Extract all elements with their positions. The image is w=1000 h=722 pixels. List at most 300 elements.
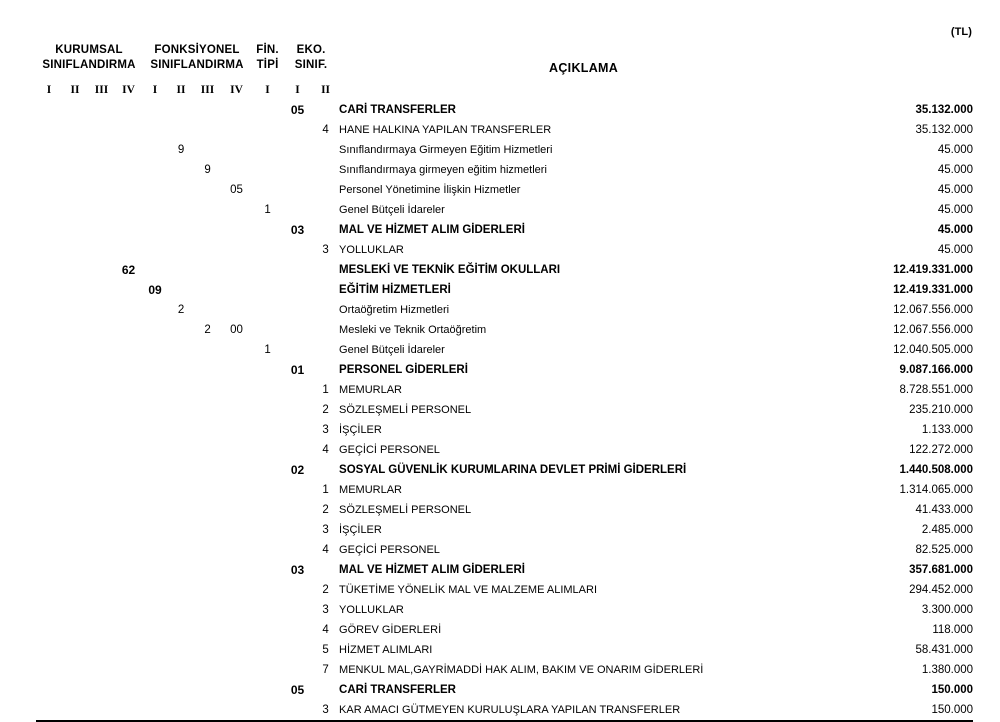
- cell-fonksiyonel-4: [221, 100, 252, 120]
- cell-eko-sinif-1: [283, 340, 312, 360]
- table-row: [36, 640, 973, 660]
- header-fonksiyonel-col-1: I: [152, 84, 158, 96]
- cell-kurumsal-3: [88, 140, 115, 160]
- cell-description: EĞİTİM HİZMETLERİ: [339, 284, 451, 296]
- cell-kurumsal-3: [88, 300, 115, 320]
- table-row: [36, 140, 973, 160]
- cell-fonksiyonel-2: [168, 380, 194, 400]
- cell-fonksiyonel-4: [221, 380, 252, 400]
- header-fonksiyonel-col-4: IV: [230, 84, 243, 96]
- cell-eko-sinif-2: [312, 140, 339, 160]
- cell-kurumsal-2: [62, 420, 88, 440]
- cell-description: GÖREV GİDERLERİ: [339, 624, 442, 636]
- table-row: [36, 660, 973, 680]
- cell-amount: 294.452.000: [909, 584, 974, 596]
- cell-amount: 357.681.000: [909, 564, 974, 576]
- cell-fonksiyonel-2: [168, 100, 194, 120]
- cell-fin-tipi: [252, 560, 283, 580]
- budget-table-container: [36, 36, 973, 722]
- cell-kurumsal-4: [115, 180, 142, 200]
- cell-fonksiyonel-4: [221, 220, 252, 240]
- cell-description: MAL VE HİZMET ALIM GİDERLERİ: [339, 564, 525, 576]
- cell-amount: 45.000: [937, 184, 974, 196]
- cell-kurumsal-1: [36, 580, 62, 600]
- cell-fin-tipi: [252, 660, 283, 680]
- cell-kurumsal-2: [62, 120, 88, 140]
- cell-eko-sinif-2: [312, 460, 339, 480]
- cell-eko-sinif-2: [312, 360, 339, 380]
- cell-fonksiyonel-1: [142, 140, 168, 160]
- cell-kurumsal-1: [36, 540, 62, 560]
- cell-fonksiyonel-3: [194, 700, 221, 722]
- cell-amount: 35.132.000: [915, 124, 974, 136]
- cell-kurumsal-4: [115, 140, 142, 160]
- cell-fonksiyonel-1: [142, 380, 168, 400]
- cell-amount: 150.000: [931, 684, 974, 696]
- cell-fonksiyonel-2: [168, 400, 194, 420]
- cell-kurumsal-1: [36, 180, 62, 200]
- cell-description: MEMURLAR: [339, 484, 402, 496]
- cell-eko-sinif-2: [312, 680, 339, 700]
- cell-amount: 150.000: [828, 700, 973, 722]
- cell-eko-sinif-2: [312, 280, 339, 300]
- header-fonksiyonel-col-2: II: [176, 84, 186, 96]
- header-aciklama: AÇIKLAMA: [549, 60, 619, 75]
- cell-description: İŞÇİLER: [339, 524, 382, 536]
- cell-eko-sinif-1: [283, 180, 312, 200]
- cell-fonksiyonel-1: [142, 640, 168, 660]
- cell-fin-tipi: [252, 280, 283, 300]
- cell-kurumsal-4: [115, 460, 142, 480]
- cell-kurumsal-3: [88, 640, 115, 660]
- cell-kurumsal-4: [115, 100, 142, 120]
- cell-fin-tipi: [252, 140, 283, 160]
- cell-fonksiyonel-3: [194, 660, 221, 680]
- cell-fonksiyonel-4: [221, 340, 252, 360]
- cell-fonksiyonel-3: [194, 440, 221, 460]
- header-kurumsal-col-4: IV: [122, 84, 135, 96]
- cell-fonksiyonel-1: [142, 700, 168, 722]
- cell-kurumsal-4: [115, 640, 142, 660]
- cell-amount: 235.210.000: [909, 404, 974, 416]
- cell-kurumsal-2: [62, 380, 88, 400]
- cell-kurumsal-1: [36, 300, 62, 320]
- cell-kurumsal-4: [115, 520, 142, 540]
- cell-eko-sinif-2: [312, 180, 339, 200]
- cell-eko-sinif-2: 1: [322, 484, 329, 496]
- cell-fonksiyonel-1: [142, 260, 168, 280]
- cell-fonksiyonel-2: [168, 500, 194, 520]
- budget-table: [36, 36, 973, 722]
- table-row: [36, 100, 973, 120]
- header-fin-tipi: [252, 36, 283, 80]
- cell-kurumsal-1: [36, 440, 62, 460]
- cell-fonksiyonel-3: [194, 200, 221, 220]
- cell-kurumsal-3: [88, 520, 115, 540]
- cell-fonksiyonel-2: [168, 220, 194, 240]
- cell-fonksiyonel-3: [194, 340, 221, 360]
- cell-kurumsal-1: [36, 420, 62, 440]
- cell-description: Personel Yönetimine İlişkin Hizmetler: [339, 184, 521, 196]
- cell-eko-sinif-2: [312, 320, 339, 340]
- cell-kurumsal-2: [62, 660, 88, 680]
- cell-amount: 9.087.166.000: [899, 364, 974, 376]
- cell-fonksiyonel-2: [168, 520, 194, 540]
- cell-fonksiyonel-3: [194, 300, 221, 320]
- cell-fonksiyonel-4: [221, 540, 252, 560]
- cell-fonksiyonel-3: [194, 500, 221, 520]
- cell-kurumsal-3: [88, 360, 115, 380]
- cell-fonksiyonel-2: [168, 600, 194, 620]
- cell-description: TÜKETİME YÖNELİK MAL VE MALZEME ALIMLARI: [339, 584, 598, 596]
- cell-kurumsal-1: [36, 520, 62, 540]
- cell-fonksiyonel-3: [194, 480, 221, 500]
- cell-kurumsal-3: [88, 500, 115, 520]
- cell-kurumsal-2: [62, 340, 88, 360]
- table-row: [36, 200, 973, 220]
- cell-eko-sinif-2: [312, 200, 339, 220]
- cell-kurumsal-2: [62, 680, 88, 700]
- cell-kurumsal-4: 62: [121, 263, 136, 277]
- table-row: [36, 380, 973, 400]
- cell-description: CARİ TRANSFERLER: [339, 684, 456, 696]
- cell-description: MENKUL MAL,GAYRİMADDİ HAK ALIM, BAKIM VE ONARIM GİDERLERİ: [339, 664, 704, 676]
- cell-kurumsal-3: [88, 420, 115, 440]
- cell-eko-sinif-1: [283, 140, 312, 160]
- cell-kurumsal-1: [36, 120, 62, 140]
- cell-fonksiyonel-4: [221, 200, 252, 220]
- table-row: [36, 220, 973, 240]
- table-row: [36, 400, 973, 420]
- cell-fonksiyonel-2: [168, 360, 194, 380]
- header-fonksiyonel-line1: FONKSİYONEL: [154, 44, 240, 56]
- table-row: [36, 260, 973, 280]
- cell-eko-sinif-2: 2: [322, 404, 329, 416]
- cell-kurumsal-2: [62, 560, 88, 580]
- table-row: [36, 180, 973, 200]
- cell-kurumsal-3: [88, 480, 115, 500]
- cell-fin-tipi: [252, 100, 283, 120]
- cell-amount: 2.485.000: [921, 524, 974, 536]
- cell-amount: 12.067.556.000: [893, 324, 974, 336]
- cell-fonksiyonel-3: 2: [204, 324, 211, 336]
- cell-fin-tipi: [252, 360, 283, 380]
- cell-eko-sinif-2: 4: [322, 124, 329, 136]
- cell-fonksiyonel-1: [142, 460, 168, 480]
- table-row: [36, 500, 973, 520]
- header-amount: [828, 36, 973, 100]
- cell-fonksiyonel-1: [142, 520, 168, 540]
- table-row: [36, 420, 973, 440]
- cell-kurumsal-2: [62, 640, 88, 660]
- cell-kurumsal-3: [88, 680, 115, 700]
- cell-eko-sinif-1: 05: [290, 683, 305, 697]
- cell-kurumsal-4: [115, 500, 142, 520]
- cell-fonksiyonel-1: [142, 300, 168, 320]
- cell-description: YOLLUKLAR: [339, 604, 404, 616]
- cell-eko-sinif-1: [283, 620, 312, 640]
- cell-fonksiyonel-2: [168, 640, 194, 660]
- cell-fin-tipi: [252, 240, 283, 260]
- cell-kurumsal-3: [88, 320, 115, 340]
- cell-description: HİZMET ALIMLARI: [339, 644, 433, 656]
- cell-fin-tipi: [252, 460, 283, 480]
- cell-eko-sinif-1: [283, 660, 312, 680]
- cell-description: MEMURLAR: [339, 384, 402, 396]
- cell-kurumsal-2: [62, 400, 88, 420]
- cell-eko-sinif-2: 4: [322, 624, 329, 636]
- cell-amount: 35.132.000: [915, 104, 974, 116]
- header-eko-sinif: [283, 36, 339, 80]
- cell-kurumsal-3: [88, 180, 115, 200]
- cell-kurumsal-3: [88, 600, 115, 620]
- cell-amount: 45.000: [937, 204, 974, 216]
- cell-amount: 58.431.000: [915, 644, 974, 656]
- header-eko-sinif-col-2: II: [321, 84, 331, 96]
- table-row: [36, 600, 973, 620]
- cell-eko-sinif-2: 7: [322, 664, 329, 676]
- cell-eko-sinif-2: 2: [322, 584, 329, 596]
- cell-kurumsal-4: [115, 600, 142, 620]
- cell-fonksiyonel-1: [142, 540, 168, 560]
- header-fonksiyonel: [142, 36, 252, 80]
- table-row: [36, 700, 973, 722]
- cell-fin-tipi: [252, 380, 283, 400]
- cell-fonksiyonel-1: [142, 220, 168, 240]
- cell-kurumsal-1: [36, 620, 62, 640]
- table-row: [36, 320, 973, 340]
- cell-eko-sinif-1: [283, 540, 312, 560]
- cell-fonksiyonel-1: [142, 100, 168, 120]
- cell-eko-sinif-2: [312, 100, 339, 120]
- cell-eko-sinif-1: [283, 240, 312, 260]
- cell-amount: 12.419.331.000: [893, 284, 974, 296]
- cell-description: SOSYAL GÜVENLİK KURUMLARINA DEVLET PRİMİ GİDERLERİ: [339, 464, 687, 476]
- header-fin-tipi-col-1: I: [265, 84, 270, 96]
- cell-fonksiyonel-3: [194, 220, 221, 240]
- cell-eko-sinif-2: 4: [322, 444, 329, 456]
- header-eko-sinif-line1: EKO.: [296, 44, 326, 56]
- cell-amount: 122.272.000: [909, 444, 974, 456]
- cell-fonksiyonel-3: [194, 100, 221, 120]
- cell-kurumsal-2: [62, 600, 88, 620]
- cell-fonksiyonel-2: [168, 460, 194, 480]
- cell-eko-sinif-1: 03: [290, 563, 305, 577]
- cell-fonksiyonel-3: [194, 180, 221, 200]
- cell-fonksiyonel-2: [168, 620, 194, 640]
- cell-eko-sinif-2: [312, 260, 339, 280]
- cell-fonksiyonel-4: [221, 120, 252, 140]
- cell-amount: 12.040.505.000: [893, 344, 974, 356]
- cell-fonksiyonel-3: [194, 680, 221, 700]
- cell-fonksiyonel-1: [142, 180, 168, 200]
- cell-fonksiyonel-2: [168, 120, 194, 140]
- cell-fonksiyonel-2: [168, 240, 194, 260]
- cell-fonksiyonel-1: [142, 500, 168, 520]
- cell-kurumsal-4: [115, 680, 142, 700]
- cell-fonksiyonel-1: [142, 360, 168, 380]
- cell-kurumsal-2: [62, 580, 88, 600]
- cell-kurumsal-1: [36, 260, 62, 280]
- cell-fonksiyonel-4: [221, 160, 252, 180]
- cell-kurumsal-1: [36, 200, 62, 220]
- cell-eko-sinif-1: [283, 300, 312, 320]
- cell-fonksiyonel-3: [194, 600, 221, 620]
- cell-kurumsal-1: [36, 600, 62, 620]
- table-row: [36, 440, 973, 460]
- header-fonksiyonel-line2: SINIFLANDIRMA: [150, 59, 244, 71]
- cell-eko-sinif-2: 4: [322, 544, 329, 556]
- cell-fonksiyonel-2: [168, 700, 194, 722]
- cell-fonksiyonel-1: [142, 160, 168, 180]
- cell-kurumsal-4: [115, 320, 142, 340]
- cell-eko-sinif-2: [312, 300, 339, 320]
- cell-kurumsal-4: [115, 300, 142, 320]
- cell-eko-sinif-1: [283, 520, 312, 540]
- cell-amount: 1.380.000: [921, 664, 974, 676]
- cell-description: GEÇİCİ PERSONEL: [339, 544, 440, 556]
- cell-fonksiyonel-3: [194, 620, 221, 640]
- cell-fonksiyonel-2: [168, 440, 194, 460]
- cell-eko-sinif-1: [283, 260, 312, 280]
- cell-kurumsal-4: [115, 340, 142, 360]
- cell-description: CARİ TRANSFERLER: [339, 104, 456, 116]
- cell-fonksiyonel-3: [194, 580, 221, 600]
- cell-kurumsal-3: [88, 560, 115, 580]
- cell-kurumsal-3: [88, 120, 115, 140]
- cell-kurumsal-3: [88, 460, 115, 480]
- cell-amount: 1.314.065.000: [899, 484, 974, 496]
- header-group-row: [36, 36, 973, 80]
- cell-eko-sinif-2: [312, 560, 339, 580]
- cell-fonksiyonel-3: [194, 140, 221, 160]
- cell-fin-tipi: [252, 540, 283, 560]
- cell-description: PERSONEL GİDERLERİ: [339, 364, 468, 376]
- cell-kurumsal-1: [36, 640, 62, 660]
- table-row: [36, 560, 973, 580]
- cell-fonksiyonel-3: [194, 460, 221, 480]
- cell-fonksiyonel-4: [221, 640, 252, 660]
- cell-amount: 8.728.551.000: [899, 384, 974, 396]
- cell-kurumsal-3: [88, 660, 115, 680]
- cell-fonksiyonel-4: [221, 300, 252, 320]
- cell-fonksiyonel-2: [168, 260, 194, 280]
- cell-kurumsal-3: [88, 620, 115, 640]
- cell-kurumsal-2: [62, 480, 88, 500]
- header-eko-sinif-line2: SINIF.: [294, 59, 328, 71]
- cell-fonksiyonel-1: [142, 320, 168, 340]
- cell-kurumsal-3: [88, 380, 115, 400]
- cell-amount: 12.419.331.000: [893, 264, 974, 276]
- cell-eko-sinif-1: [283, 700, 312, 722]
- cell-eko-sinif-2: 1: [322, 384, 329, 396]
- cell-eko-sinif-2: [312, 340, 339, 360]
- cell-fonksiyonel-1: [142, 120, 168, 140]
- cell-kurumsal-1: [36, 220, 62, 240]
- cell-fonksiyonel-3: [194, 640, 221, 660]
- cell-fonksiyonel-1: [142, 440, 168, 460]
- cell-kurumsal-2: [62, 100, 88, 120]
- cell-eko-sinif-1: [283, 200, 312, 220]
- cell-fonksiyonel-4: [221, 560, 252, 580]
- cell-fonksiyonel-2: [168, 680, 194, 700]
- cell-kurumsal-4: [115, 560, 142, 580]
- table-row: [36, 520, 973, 540]
- cell-fonksiyonel-4: [221, 420, 252, 440]
- cell-description: KAR AMACI GÜTMEYEN KURULUŞLARA YAPILAN TRANSFERLER: [339, 700, 828, 722]
- cell-fonksiyonel-3: [194, 380, 221, 400]
- cell-eko-sinif-2: 3: [322, 604, 329, 616]
- cell-kurumsal-4: [115, 360, 142, 380]
- cell-kurumsal-1: [36, 700, 62, 722]
- cell-eko-sinif-1: [283, 500, 312, 520]
- cell-fonksiyonel-1: [142, 340, 168, 360]
- table-row: [36, 540, 973, 560]
- cell-fonksiyonel-4: [221, 620, 252, 640]
- cell-fin-tipi: [252, 620, 283, 640]
- header-fonksiyonel-col-3: III: [200, 84, 215, 96]
- cell-fonksiyonel-4: [221, 580, 252, 600]
- cell-amount: 118.000: [932, 624, 974, 636]
- cell-description: MESLEKİ VE TEKNİK EĞİTİM OKULLARI: [339, 264, 561, 276]
- cell-kurumsal-2: [62, 360, 88, 380]
- cell-fonksiyonel-2: 2: [177, 304, 185, 316]
- cell-fonksiyonel-2: [168, 420, 194, 440]
- cell-fonksiyonel-3: [194, 560, 221, 580]
- cell-fonksiyonel-2: [168, 200, 194, 220]
- cell-description: Sınıflandırmaya Girmeyen Eğitim Hizmetleri: [339, 144, 553, 156]
- cell-kurumsal-2: [62, 200, 88, 220]
- cell-eko-sinif-1: 03: [290, 223, 305, 237]
- cell-kurumsal-1: [36, 400, 62, 420]
- cell-kurumsal-3: [88, 280, 115, 300]
- cell-kurumsal-4: [115, 380, 142, 400]
- cell-fonksiyonel-1: [142, 580, 168, 600]
- cell-eko-sinif-1: 05: [290, 103, 305, 117]
- cell-fonksiyonel-3: [194, 360, 221, 380]
- cell-eko-sinif-1: [283, 420, 312, 440]
- cell-amount: 82.525.000: [915, 544, 974, 556]
- cell-amount: 3.300.000: [921, 604, 974, 616]
- cell-fonksiyonel-3: [194, 260, 221, 280]
- table-row: [36, 360, 973, 380]
- cell-fin-tipi: 1: [264, 204, 271, 216]
- cell-fin-tipi: [252, 440, 283, 460]
- cell-kurumsal-2: [62, 280, 88, 300]
- cell-kurumsal-2: [62, 460, 88, 480]
- cell-eko-sinif-1: [283, 280, 312, 300]
- cell-fonksiyonel-2: [168, 160, 194, 180]
- cell-kurumsal-1: [36, 560, 62, 580]
- cell-description: SÖZLEŞMELİ PERSONEL: [339, 504, 472, 516]
- cell-fin-tipi: [252, 700, 283, 722]
- cell-fonksiyonel-2: [168, 180, 194, 200]
- cell-kurumsal-2: [62, 240, 88, 260]
- cell-kurumsal-3: [88, 400, 115, 420]
- currency-unit-label: (TL): [950, 26, 972, 38]
- cell-kurumsal-4: [115, 580, 142, 600]
- cell-kurumsal-4: [115, 420, 142, 440]
- cell-fonksiyonel-3: [194, 540, 221, 560]
- cell-kurumsal-4: [115, 200, 142, 220]
- cell-fonksiyonel-4: [221, 520, 252, 540]
- table-row: [36, 620, 973, 640]
- cell-kurumsal-1: [36, 160, 62, 180]
- header-kurumsal-col-2: II: [70, 84, 80, 96]
- cell-amount: 45.000: [937, 244, 974, 256]
- cell-kurumsal-2: [62, 180, 88, 200]
- table-row: [36, 460, 973, 480]
